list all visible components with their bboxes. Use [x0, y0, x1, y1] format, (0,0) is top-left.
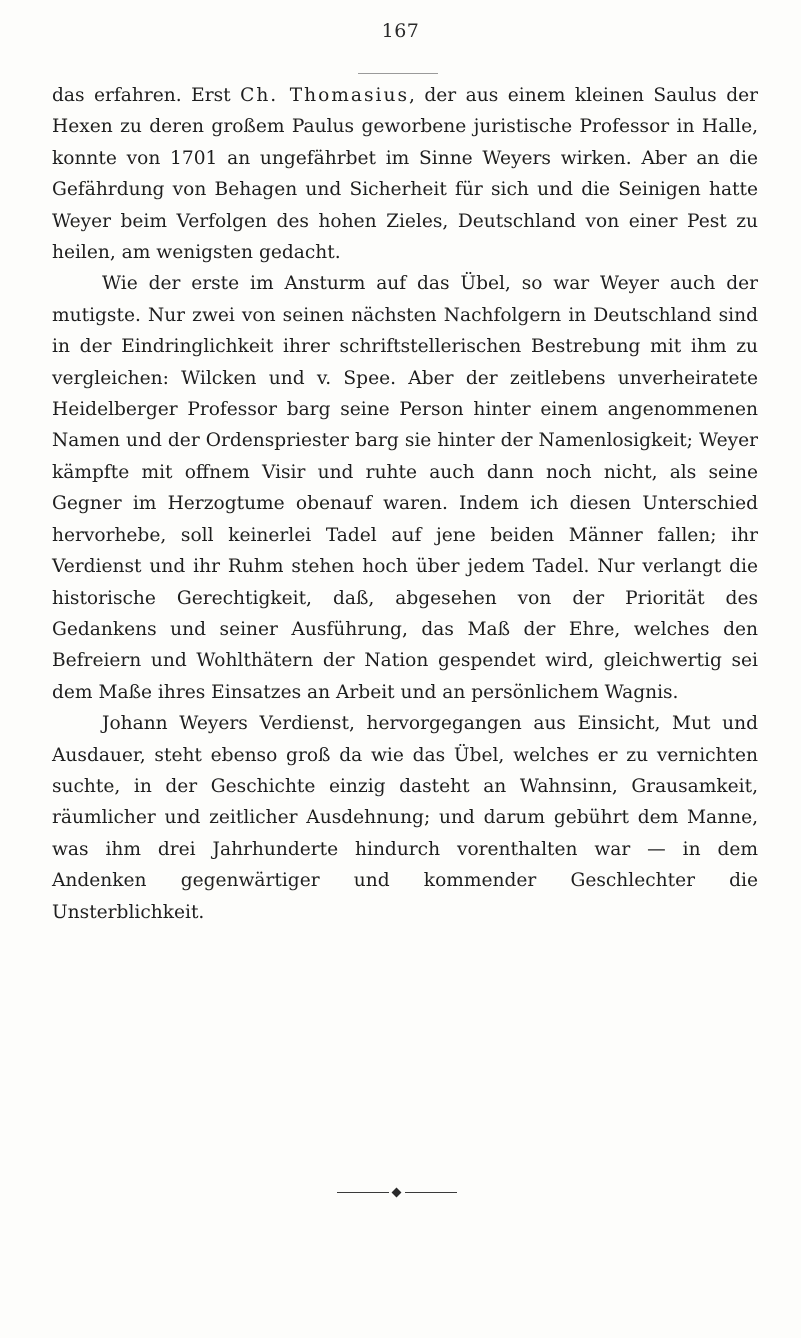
page-number: 167 — [381, 20, 420, 42]
person-name: Ch. Thomasius — [240, 85, 409, 106]
paragraph-1-text-a: das erfahren. Erst — [52, 85, 241, 106]
header-rule — [358, 73, 438, 74]
paragraph-1-text-b: , der aus einem kleinen Saulus der Hexen zu deren großem Paulus geworbene juristische Professor in Halle, konnte von 1701 an ungefährbet im Sinne Weyers wirken. Aber an die Gefährdung von Behagen und Sicherheit für sich und die Seinigen hatte Weyer beim Verfolgen des hohen Zieles, Deutschland von einer Pest zu heilen, am wenigsten gedacht. — [52, 85, 758, 264]
diamond-rule-ornament-icon — [337, 1188, 457, 1198]
body-text — [52, 80, 758, 928]
paragraph-2: Wie der erste im Ansturm auf das Übel, so war Weyer auch der mutigste. Nur zwei von seinen nächsten Nachfolgern in Deutschland sind in der Eindringlichkeit ihrer schriftstellerischen Bestrebung mit ihm zu vergleichen: Wilcken und v. Spee. Aber der zeitlebens unverheiratete Heidelberger Professor barg seine Person hinter einem angenommenen Namen und der Ordenspriester barg sie hinter der Namenlosigkeit; Weyer kämpfte mit offnem Visir und ruhte auch dann noch nicht, als seine Gegner im Herzogtume obenauf waren. Indem ich diesen Unterschied hervorhebe, soll keinerlei Tadel auf jene beiden Männer fallen; ihr Verdienst und ihr Ruhm stehen hoch über jedem Tadel. Nur verlangt die historische Gerechtigkeit, daß, abgesehen von der Priorität des Gedankens und seiner Ausführung, das Maß der Ehre, welches den Befreiern und Wohlthätern der Nation gespendet wird, gleichwertig sei dem Maße ihres Einsatzes an Arbeit und an persönlichem Wagnis. — [52, 273, 758, 703]
paragraph-3: Johann Weyers Verdienst, hervorgegangen aus Einsicht, Mut und Ausdauer, steht ebenso groß da wie das Übel, welches er zu vernichten suchte, in der Geschichte einzig dasteht an Wahnsinn, Grausamkeit, räumlicher und zeitlicher Ausdehnung; und darum gebührt dem Manne, was ihm drei Jahrhunderte hindurch vorenthalten war — in dem Andenken gegenwärtiger und kommender Geschlechter die Unsterblichkeit. — [52, 713, 758, 923]
ornament-diamond — [392, 1188, 402, 1198]
ornament-line-right — [405, 1192, 457, 1193]
ornament-line-left — [337, 1192, 389, 1193]
paragraph-1 — [52, 80, 758, 268]
